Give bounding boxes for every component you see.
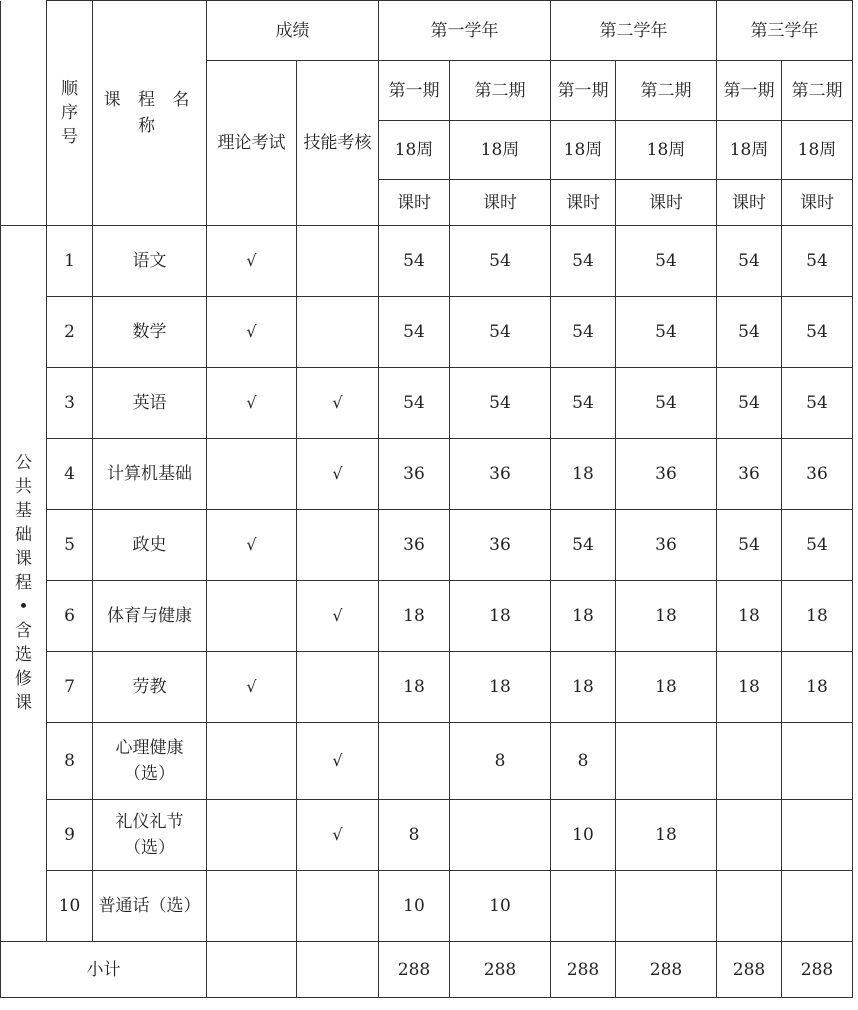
term-header: 第一期 bbox=[379, 61, 450, 121]
hours-cell: 18 bbox=[551, 581, 616, 652]
hours-cell: 36 bbox=[616, 510, 717, 581]
hours-cell: 54 bbox=[717, 297, 782, 368]
category-header-cell bbox=[1, 1, 47, 226]
course-header: 课 程 名 称 bbox=[93, 1, 207, 226]
table-row bbox=[1, 652, 853, 723]
table-row bbox=[1, 723, 853, 800]
hours-cell bbox=[782, 871, 853, 942]
hours-cell: 18 bbox=[379, 652, 450, 723]
theory-header: 理论考试 bbox=[207, 61, 297, 226]
hours-cell: 18 bbox=[616, 800, 717, 871]
hours-cell: 54 bbox=[551, 510, 616, 581]
hours-cell: 54 bbox=[717, 368, 782, 439]
unit-header: 课时 bbox=[782, 180, 853, 226]
theory-exam-mark bbox=[207, 581, 297, 652]
hours-cell: 10 bbox=[551, 800, 616, 871]
row-number: 8 bbox=[47, 723, 93, 800]
skill-header: 技能考核 bbox=[297, 61, 379, 226]
hours-cell: 36 bbox=[782, 439, 853, 510]
hours-cell: 54 bbox=[616, 226, 717, 297]
table-row bbox=[1, 368, 853, 439]
header-row-1 bbox=[1, 1, 853, 61]
skill-assessment-mark: √ bbox=[297, 368, 379, 439]
term-header: 第二期 bbox=[782, 61, 853, 121]
weeks-header: 18周 bbox=[717, 121, 782, 180]
hours-cell: 54 bbox=[782, 297, 853, 368]
subtotal-label: 小计 bbox=[1, 942, 207, 998]
unit-header: 课时 bbox=[717, 180, 782, 226]
theory-exam-mark bbox=[207, 723, 297, 800]
subtotal-theory bbox=[207, 942, 297, 998]
hours-cell: 18 bbox=[379, 581, 450, 652]
theory-exam-mark: √ bbox=[207, 510, 297, 581]
hours-cell: 54 bbox=[616, 368, 717, 439]
hours-cell bbox=[450, 800, 551, 871]
hours-cell: 18 bbox=[450, 581, 551, 652]
hours-cell: 54 bbox=[551, 226, 616, 297]
theory-exam-mark bbox=[207, 871, 297, 942]
hours-cell: 18 bbox=[616, 652, 717, 723]
hours-cell: 54 bbox=[782, 368, 853, 439]
hours-cell: 36 bbox=[450, 510, 551, 581]
unit-header: 课时 bbox=[450, 180, 551, 226]
row-number: 6 bbox=[47, 581, 93, 652]
skill-assessment-mark bbox=[297, 871, 379, 942]
hours-cell bbox=[717, 800, 782, 871]
hours-cell: 54 bbox=[551, 368, 616, 439]
term-header: 第一期 bbox=[717, 61, 782, 121]
hours-cell: 54 bbox=[782, 510, 853, 581]
row-number: 1 bbox=[47, 226, 93, 297]
hours-cell: 8 bbox=[551, 723, 616, 800]
category-cell bbox=[1, 226, 47, 942]
hours-cell: 18 bbox=[551, 439, 616, 510]
subtotal-hours: 288 bbox=[450, 942, 551, 998]
course-name: 英语 bbox=[93, 368, 207, 439]
row-number: 10 bbox=[47, 871, 93, 942]
year-3-header: 第三学年 bbox=[717, 1, 853, 61]
hours-cell: 54 bbox=[450, 297, 551, 368]
hours-cell bbox=[616, 871, 717, 942]
term-header: 第二期 bbox=[450, 61, 551, 121]
hours-cell: 54 bbox=[379, 368, 450, 439]
hours-cell: 10 bbox=[450, 871, 551, 942]
unit-header: 课时 bbox=[616, 180, 717, 226]
weeks-header: 18周 bbox=[551, 121, 616, 180]
subtotal-skill bbox=[297, 942, 379, 998]
hours-cell: 54 bbox=[551, 297, 616, 368]
hours-cell: 54 bbox=[379, 297, 450, 368]
weeks-header: 18周 bbox=[450, 121, 551, 180]
course-name: 心理健康（选） bbox=[93, 723, 207, 800]
subtotal-hours: 288 bbox=[782, 942, 853, 998]
hours-cell: 18 bbox=[551, 652, 616, 723]
row-number: 7 bbox=[47, 652, 93, 723]
unit-header: 课时 bbox=[379, 180, 450, 226]
course-name: 劳教 bbox=[93, 652, 207, 723]
skill-assessment-mark bbox=[297, 510, 379, 581]
category-label: 公共基础课程•含选修课 bbox=[15, 453, 32, 713]
row-number: 4 bbox=[47, 439, 93, 510]
table-row bbox=[1, 871, 853, 942]
course-name: 普通话（选） bbox=[93, 871, 207, 942]
hours-cell: 54 bbox=[717, 226, 782, 297]
course-name: 数学 bbox=[93, 297, 207, 368]
skill-assessment-mark: √ bbox=[297, 439, 379, 510]
weeks-header: 18周 bbox=[379, 121, 450, 180]
skill-assessment-mark bbox=[297, 652, 379, 723]
seq-header bbox=[47, 1, 93, 226]
row-number: 3 bbox=[47, 368, 93, 439]
hours-cell: 54 bbox=[450, 226, 551, 297]
hours-cell: 54 bbox=[379, 226, 450, 297]
course-name: 体育与健康 bbox=[93, 581, 207, 652]
table-row bbox=[1, 581, 853, 652]
hours-cell bbox=[616, 723, 717, 800]
hours-cell bbox=[379, 723, 450, 800]
hours-cell: 36 bbox=[379, 439, 450, 510]
hours-cell bbox=[782, 800, 853, 871]
hours-cell: 18 bbox=[782, 652, 853, 723]
hours-cell: 36 bbox=[616, 439, 717, 510]
table-row bbox=[1, 439, 853, 510]
weeks-header: 18周 bbox=[782, 121, 853, 180]
hours-cell: 54 bbox=[616, 297, 717, 368]
hours-cell: 36 bbox=[379, 510, 450, 581]
hours-cell: 18 bbox=[782, 581, 853, 652]
hours-cell bbox=[717, 871, 782, 942]
skill-assessment-mark: √ bbox=[297, 581, 379, 652]
theory-exam-mark: √ bbox=[207, 297, 297, 368]
weeks-header: 18周 bbox=[616, 121, 717, 180]
skill-assessment-mark bbox=[297, 297, 379, 368]
hours-cell: 18 bbox=[616, 581, 717, 652]
hours-cell: 54 bbox=[782, 226, 853, 297]
hours-cell: 36 bbox=[450, 439, 551, 510]
course-name: 政史 bbox=[93, 510, 207, 581]
skill-assessment-mark: √ bbox=[297, 723, 379, 800]
subtotal-hours: 288 bbox=[717, 942, 782, 998]
grade-header: 成绩 bbox=[207, 1, 379, 61]
course-name: 礼仪礼节（选） bbox=[93, 800, 207, 871]
theory-exam-mark: √ bbox=[207, 226, 297, 297]
subtotal-row bbox=[1, 942, 853, 998]
hours-cell bbox=[717, 723, 782, 800]
hours-cell: 54 bbox=[450, 368, 551, 439]
row-number: 9 bbox=[47, 800, 93, 871]
hours-cell: 18 bbox=[717, 652, 782, 723]
year-2-header: 第二学年 bbox=[551, 1, 717, 61]
subtotal-hours: 288 bbox=[379, 942, 450, 998]
skill-assessment-mark bbox=[297, 226, 379, 297]
table-row bbox=[1, 297, 853, 368]
table-row bbox=[1, 800, 853, 871]
course-name: 语文 bbox=[93, 226, 207, 297]
row-number: 5 bbox=[47, 510, 93, 581]
subtotal-hours: 288 bbox=[616, 942, 717, 998]
seq-header-text: 顺序号 bbox=[61, 78, 78, 147]
year-1-header: 第一学年 bbox=[379, 1, 551, 61]
theory-exam-mark bbox=[207, 800, 297, 871]
subtotal-hours: 288 bbox=[551, 942, 616, 998]
theory-exam-mark: √ bbox=[207, 368, 297, 439]
table-row bbox=[1, 510, 853, 581]
course-name: 计算机基础 bbox=[93, 439, 207, 510]
term-header: 第二期 bbox=[616, 61, 717, 121]
hours-cell bbox=[551, 871, 616, 942]
hours-cell: 10 bbox=[379, 871, 450, 942]
hours-cell bbox=[782, 723, 853, 800]
hours-cell: 8 bbox=[379, 800, 450, 871]
term-header: 第一期 bbox=[551, 61, 616, 121]
hours-cell: 8 bbox=[450, 723, 551, 800]
hours-cell: 18 bbox=[717, 581, 782, 652]
theory-exam-mark bbox=[207, 439, 297, 510]
hours-cell: 18 bbox=[450, 652, 551, 723]
table-row bbox=[1, 226, 853, 297]
unit-header: 课时 bbox=[551, 180, 616, 226]
skill-assessment-mark: √ bbox=[297, 800, 379, 871]
row-number: 2 bbox=[47, 297, 93, 368]
hours-cell: 36 bbox=[717, 439, 782, 510]
theory-exam-mark: √ bbox=[207, 652, 297, 723]
hours-cell: 54 bbox=[717, 510, 782, 581]
